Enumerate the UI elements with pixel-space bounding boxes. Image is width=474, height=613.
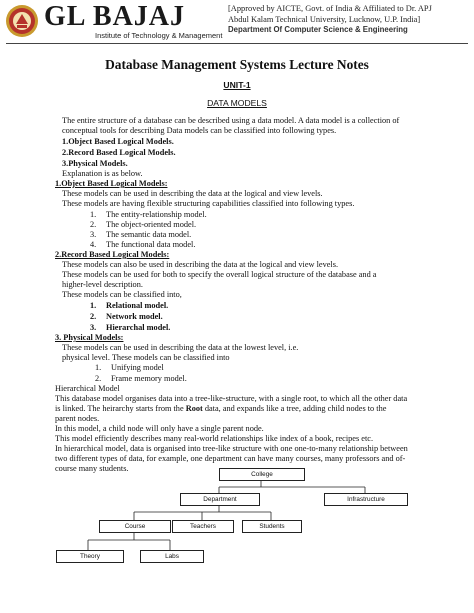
list-item: 2. The object-oriented model. xyxy=(90,220,197,229)
hierarchical-p1-line-2: is linked. The heirarchy starts from the Root data, and expands like a tree, adding child nodes to the xyxy=(55,404,387,413)
affiliation-block xyxy=(228,4,468,36)
letterhead xyxy=(0,0,474,44)
intro-explain: Explanation is as below. xyxy=(62,169,143,178)
hierarchical-p3: This model efficiently describes many real-world relationships like index of a book, recipes etc. xyxy=(55,434,374,443)
physical-heading: 3. Physical Models: xyxy=(55,333,124,342)
object-based-line-2: These models are having flexible structuring capabilities classified into following types. xyxy=(62,199,355,208)
node-infrastructure: Infrastructure xyxy=(324,493,408,506)
page-title: Database Management Systems Lecture Notes xyxy=(105,57,369,72)
node-labs: Labs xyxy=(140,550,204,563)
physical-line-1: These models can be used in describing the data at the lowest level, i.e. xyxy=(62,343,299,352)
list-item: 4. The functional data model. xyxy=(90,240,196,249)
hierarchical-p2: In this model, a child node will only have a single parent node. xyxy=(55,424,264,433)
node-department: Department xyxy=(180,493,260,506)
section-heading: DATA MODELS xyxy=(207,98,267,108)
intro-line-2: conceptual tools for describing Data models can be classified into following types. xyxy=(62,126,337,135)
node-students: Students xyxy=(242,520,302,533)
record-based-line-1: These models can also be used in describing the data at the logical and view levels. xyxy=(62,260,339,269)
hierarchical-p1-line-1: This database model organises data into a tree-like-structure, with a single root, to which all the other data xyxy=(55,394,408,403)
object-based-heading: 1.Object Based Logical Models: xyxy=(55,179,168,188)
hierarchical-heading: Hierarchical Model xyxy=(55,384,120,393)
brand-name: GL BAJAJ xyxy=(44,1,186,32)
node-college: College xyxy=(219,468,305,481)
record-based-line-2: These models can be used for both to specify the overall logical structure of the database and a xyxy=(62,270,377,279)
list-item: 2. Network model. xyxy=(90,312,163,321)
list-item: 1. Relational model. xyxy=(90,301,169,310)
node-theory: Theory xyxy=(56,550,124,563)
header-divider xyxy=(6,43,468,44)
institute-seal-icon xyxy=(5,2,39,40)
type-item-1: 1.Object Based Logical Models. xyxy=(62,137,174,146)
list-item: 1. The entity-relationship model. xyxy=(90,210,207,219)
node-teachers: Teachers xyxy=(172,520,234,533)
record-based-line-4: These models can be classified into, xyxy=(62,290,182,299)
department-name: Department Of Computer Science & Engineering xyxy=(228,25,408,34)
record-based-line-3: higher-level description. xyxy=(62,280,143,289)
institute-name: Institute of Technology & Management xyxy=(95,31,223,40)
physical-line-2: physical level. These models can be classified into xyxy=(62,353,230,362)
affiliation-line-1: [Approved by AICTE, Govt. of India & Affiliated to Dr. APJ xyxy=(228,4,432,13)
hierarchical-p1-line-3: parent nodes. xyxy=(55,414,100,423)
node-course: Course xyxy=(99,520,171,533)
list-item: 2. Frame memory model. xyxy=(95,374,187,383)
list-item: 3. The semantic data model. xyxy=(90,230,192,239)
unit-heading: UNIT-1 xyxy=(223,80,251,90)
type-item-2: 2.Record Based Logical Models. xyxy=(62,148,176,157)
hierarchical-p4-line-1: In hierarchical model, data is organised into tree-like structure with one one-to-many relationship between xyxy=(55,444,408,453)
list-item: 1. Unifying model xyxy=(95,363,164,372)
type-item-3: 3.Physical Models. xyxy=(62,159,128,168)
record-based-heading: 2.Record Based Logical Models: xyxy=(55,250,170,259)
affiliation-line-2: Abdul Kalam Technical University, Lucknow, U.P. India] xyxy=(228,14,421,24)
hierarchical-p4-line-2: two different types of data, for example, one department can have many courses, many professors and of- xyxy=(55,454,406,463)
list-item: 3. Hierarchal model. xyxy=(90,323,171,332)
intro-line-1: The entire structure of a database can be described using a data model. A data model is a collection of xyxy=(62,116,400,125)
object-based-line-1: These models can be used in describing the data at the logical and view levels. xyxy=(62,189,323,198)
hierarchical-p4-line-3: course many students. xyxy=(55,464,129,473)
